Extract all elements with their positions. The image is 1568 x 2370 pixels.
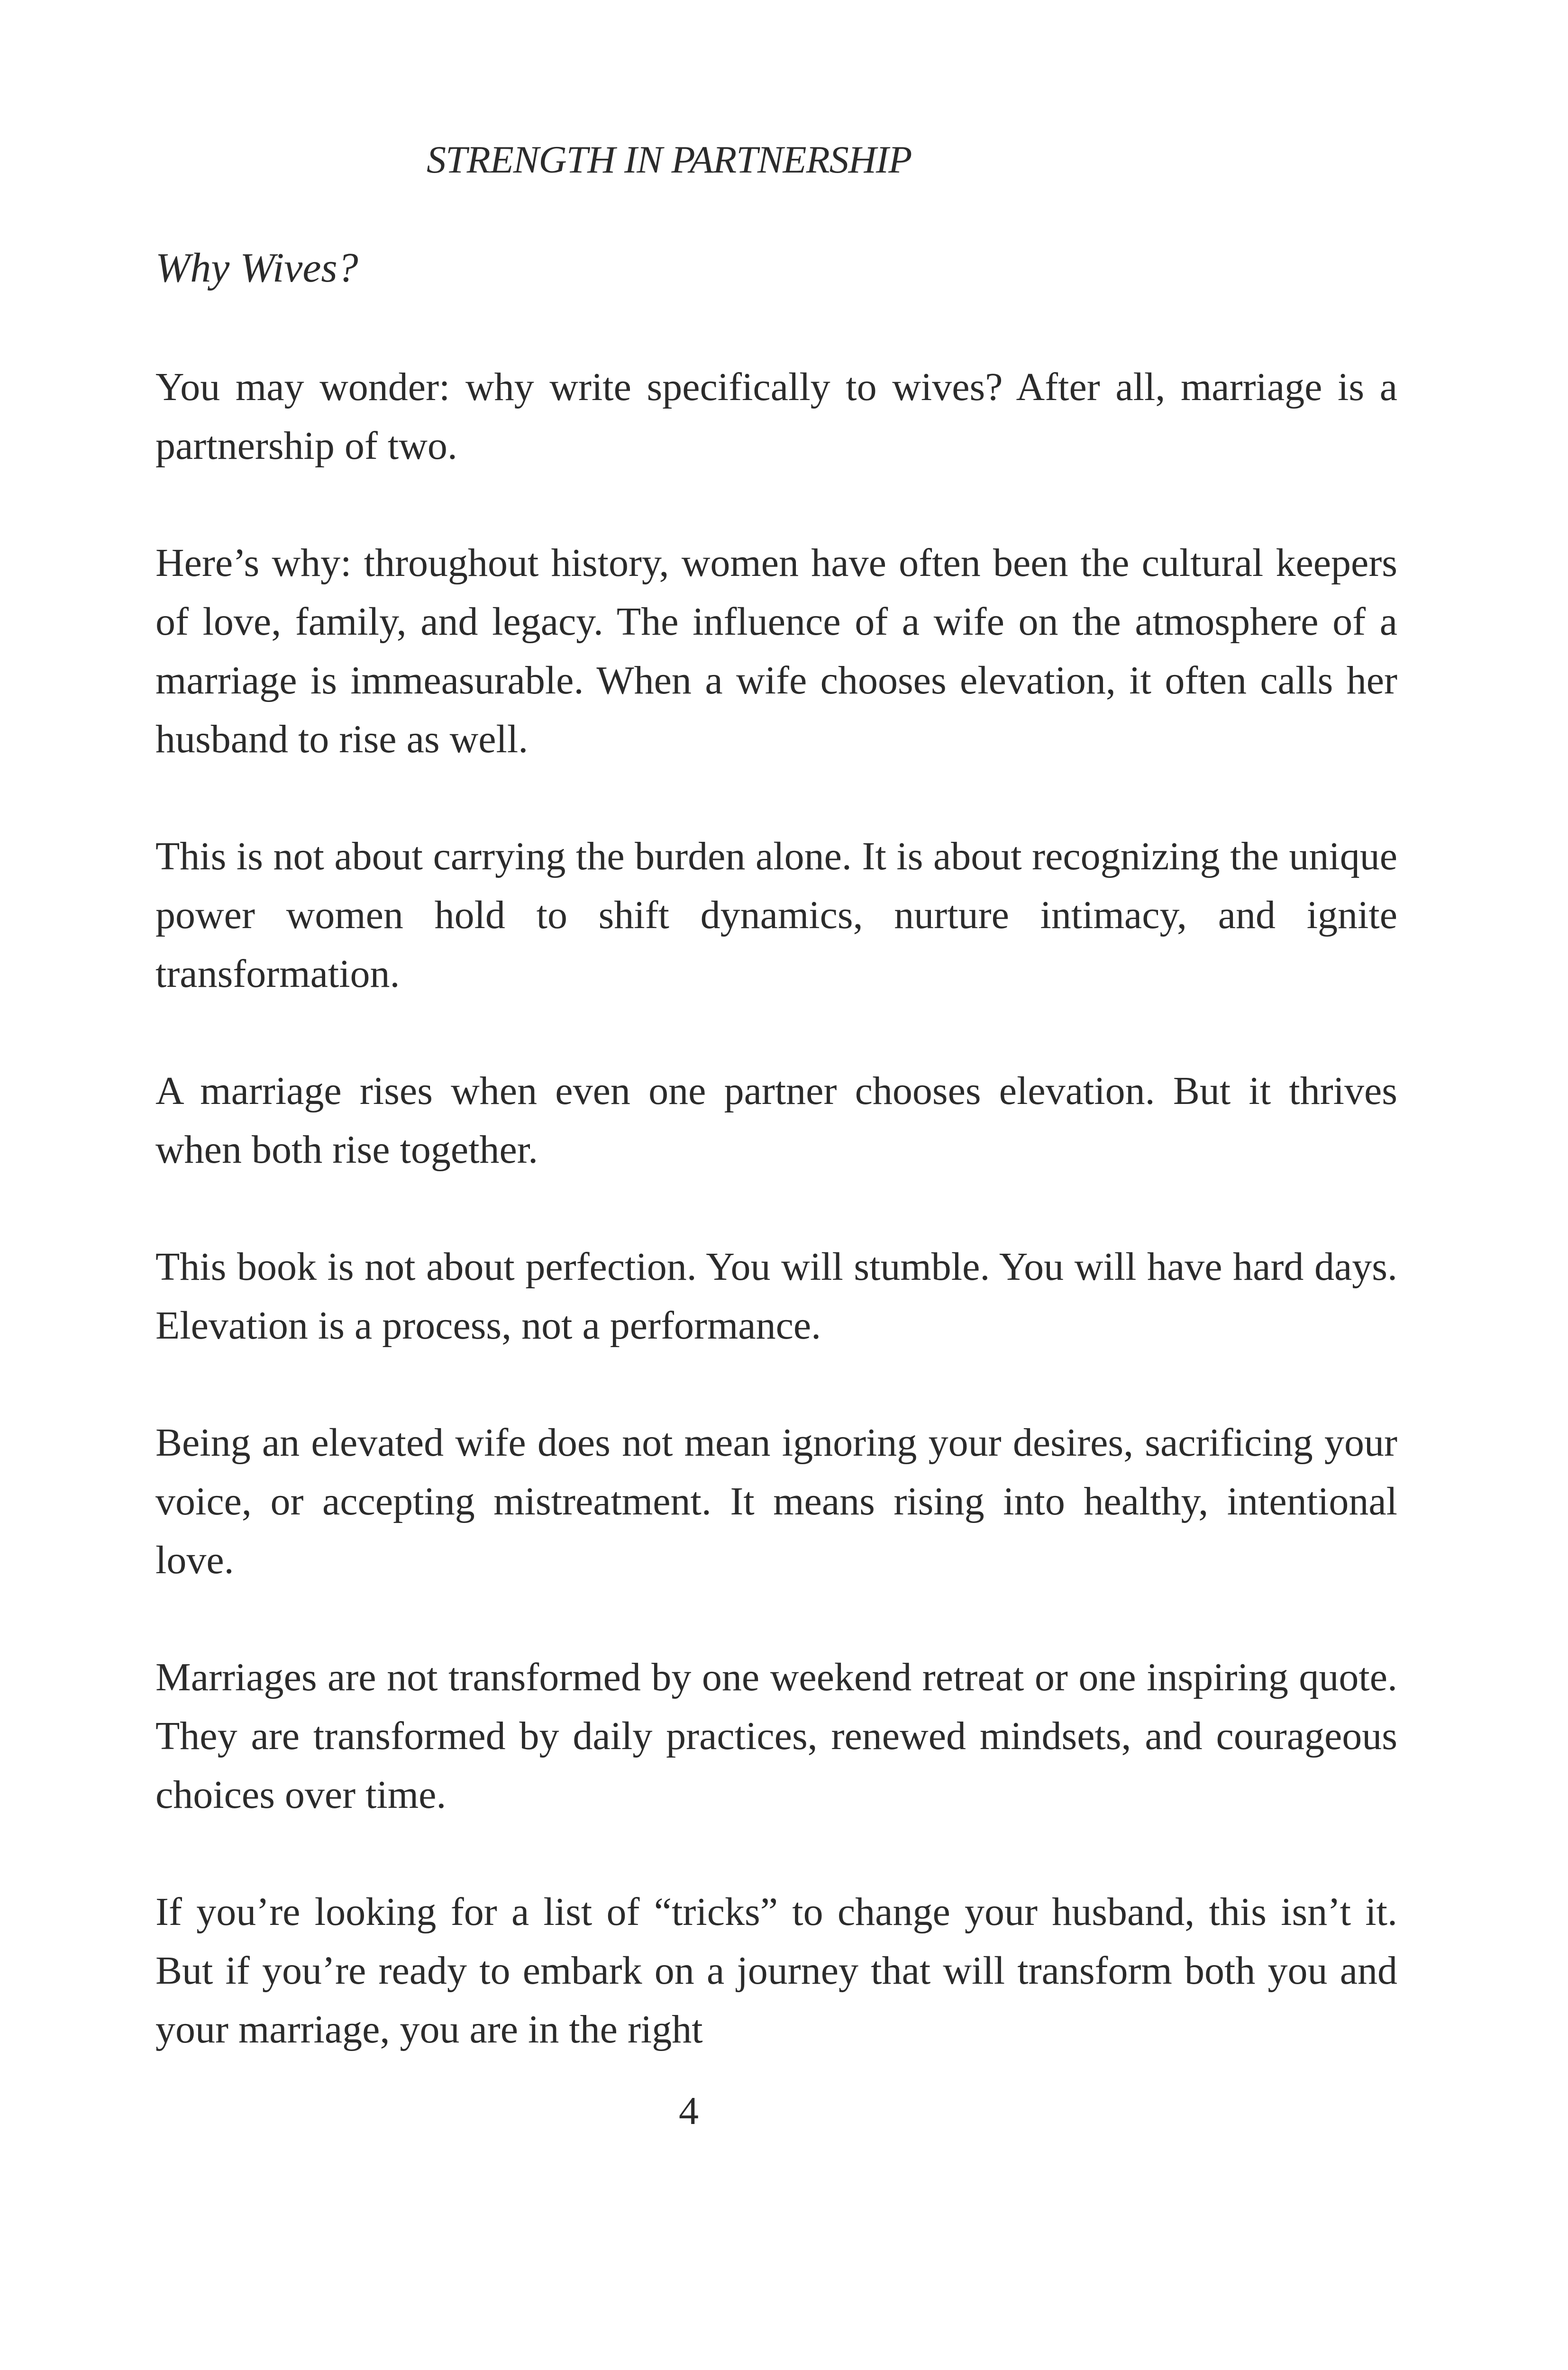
- paragraph: Marriages are not transformed by one weekend retreat or one inspiring quote. They are transformed by daily practices, renewed mindsets, and courageous choices over time.: [155, 1655, 1397, 1817]
- paragraph: A marriage rises when even one partner chooses elevation. But it thrives when both rise together.: [155, 1069, 1397, 1172]
- paragraph: If you’re looking for a list of “tricks” to change your husband, this isn’t it. But if you’re ready to embark on a journey that will transform both you and your marriage, you are in the right: [155, 1890, 1397, 2051]
- paragraph: This is not about carrying the burden alone. It is about recognizing the unique power women hold to shift dynamics, nurture intimacy, and ignite transformation.: [155, 834, 1397, 996]
- body-text: [155, 358, 1397, 2117]
- paragraph: Being an elevated wife does not mean ignoring your desires, sacrificing your voice, or accepting mistreatment. It means rising into healthy, intentional love.: [155, 1421, 1397, 1582]
- section-title: Why Wives?: [155, 245, 358, 291]
- page-number: 4: [679, 2089, 699, 2133]
- paragraph: You may wonder: why write specifically to wives? After all, marriage is a partnership of two.: [155, 365, 1397, 468]
- running-head: STRENGTH IN PARTNERSHIP: [427, 138, 912, 181]
- paragraph: This book is not about perfection. You will stumble. You will have hard days. Elevation is a process, not a performance.: [155, 1245, 1397, 1348]
- paragraph: Here’s why: throughout history, women have often been the cultural keepers of love, family, and legacy. The influence of a wife on the atmosphere of a marriage is immeasurable. When a wife chooses elevation, it often calls her husband to rise as well.: [155, 541, 1397, 761]
